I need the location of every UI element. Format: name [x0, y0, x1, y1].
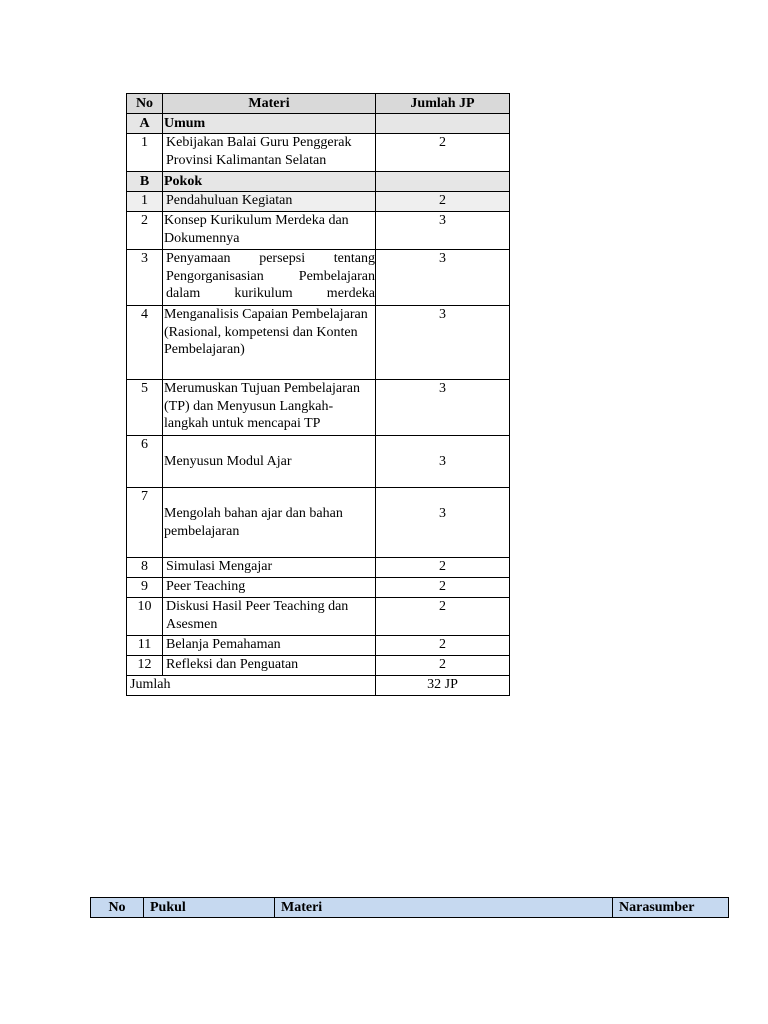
row-jp: 3 [376, 212, 510, 250]
section-row-a [127, 114, 510, 134]
row-no: 2 [127, 212, 163, 250]
row-materi: Peer Teaching [163, 578, 376, 598]
row-no: 1 [127, 134, 163, 172]
schedule-header-materi: Materi [275, 898, 613, 918]
row-materi: Menyusun Modul Ajar [163, 436, 376, 488]
section-code: B [127, 172, 163, 192]
row-no: 5 [127, 380, 163, 436]
table-row [127, 380, 510, 436]
row-no: 3 [127, 250, 163, 306]
section-label: Pokok [163, 172, 376, 192]
table-row [127, 656, 510, 676]
total-label: Jumlah [127, 676, 376, 696]
row-jp: 3 [376, 250, 510, 306]
row-materi: Konsep Kurikulum Merdeka dan Dokumennya [163, 212, 376, 250]
header-no: No [127, 94, 163, 114]
row-materi: Penyamaan persepsi tentang Pengorganisasian Pembelajaran dalam kurikulum merdeka [163, 250, 376, 306]
row-jp: 2 [376, 558, 510, 578]
table-row [127, 558, 510, 578]
row-jp: 2 [376, 656, 510, 676]
jp-table [126, 93, 510, 696]
table-row [127, 250, 510, 306]
table-row [127, 212, 510, 250]
header-materi: Materi [163, 94, 376, 114]
row-materi: Merumuskan Tujuan Pembelajaran (TP) dan Menyusun Langkah-langkah untuk mencapai TP [163, 380, 376, 436]
row-materi: Diskusi Hasil Peer Teaching dan Asesmen [163, 598, 376, 636]
row-no: 4 [127, 306, 163, 380]
section-code: A [127, 114, 163, 134]
row-materi: Mengolah bahan ajar dan bahan pembelajaran [163, 488, 376, 558]
table-row [127, 134, 510, 172]
row-jp: 2 [376, 192, 510, 212]
schedule-header-row [91, 898, 729, 918]
row-materi: Menganalisis Capaian Pembelajaran (Rasional, kompetensi dan Konten Pembelajaran) [163, 306, 376, 380]
row-no: 8 [127, 558, 163, 578]
row-no: 1 [127, 192, 163, 212]
total-row [127, 676, 510, 696]
schedule-header-pukul: Pukul [144, 898, 275, 918]
section-jp-empty [376, 114, 510, 134]
table-row [127, 598, 510, 636]
schedule-table [90, 897, 729, 918]
row-no: 11 [127, 636, 163, 656]
table-row [127, 488, 510, 558]
row-no: 12 [127, 656, 163, 676]
row-materi: Simulasi Mengajar [163, 558, 376, 578]
row-no: 9 [127, 578, 163, 598]
row-no: 6 [127, 436, 163, 488]
table-row [127, 436, 510, 488]
row-jp: 2 [376, 636, 510, 656]
row-no: 10 [127, 598, 163, 636]
table-header-row [127, 94, 510, 114]
row-materi: Belanja Pemahaman [163, 636, 376, 656]
table-row [127, 192, 510, 212]
table-row [127, 578, 510, 598]
schedule-header-narasumber: Narasumber [613, 898, 729, 918]
row-no: 7 [127, 488, 163, 558]
row-jp: 3 [376, 488, 510, 558]
row-materi: Refleksi dan Penguatan [163, 656, 376, 676]
row-materi: Pendahuluan Kegiatan [163, 192, 376, 212]
table-row [127, 306, 510, 380]
row-jp: 3 [376, 306, 510, 380]
header-jumlah-jp: Jumlah JP [376, 94, 510, 114]
row-jp: 2 [376, 598, 510, 636]
total-value: 32 JP [376, 676, 510, 696]
row-jp: 3 [376, 436, 510, 488]
row-jp: 2 [376, 578, 510, 598]
section-label: Umum [163, 114, 376, 134]
row-jp: 3 [376, 380, 510, 436]
row-materi: Kebijakan Balai Guru Penggerak Provinsi Kalimantan Selatan [163, 134, 376, 172]
row-jp: 2 [376, 134, 510, 172]
section-row-b [127, 172, 510, 192]
table-row [127, 636, 510, 656]
schedule-header-no: No [91, 898, 144, 918]
section-jp-empty [376, 172, 510, 192]
